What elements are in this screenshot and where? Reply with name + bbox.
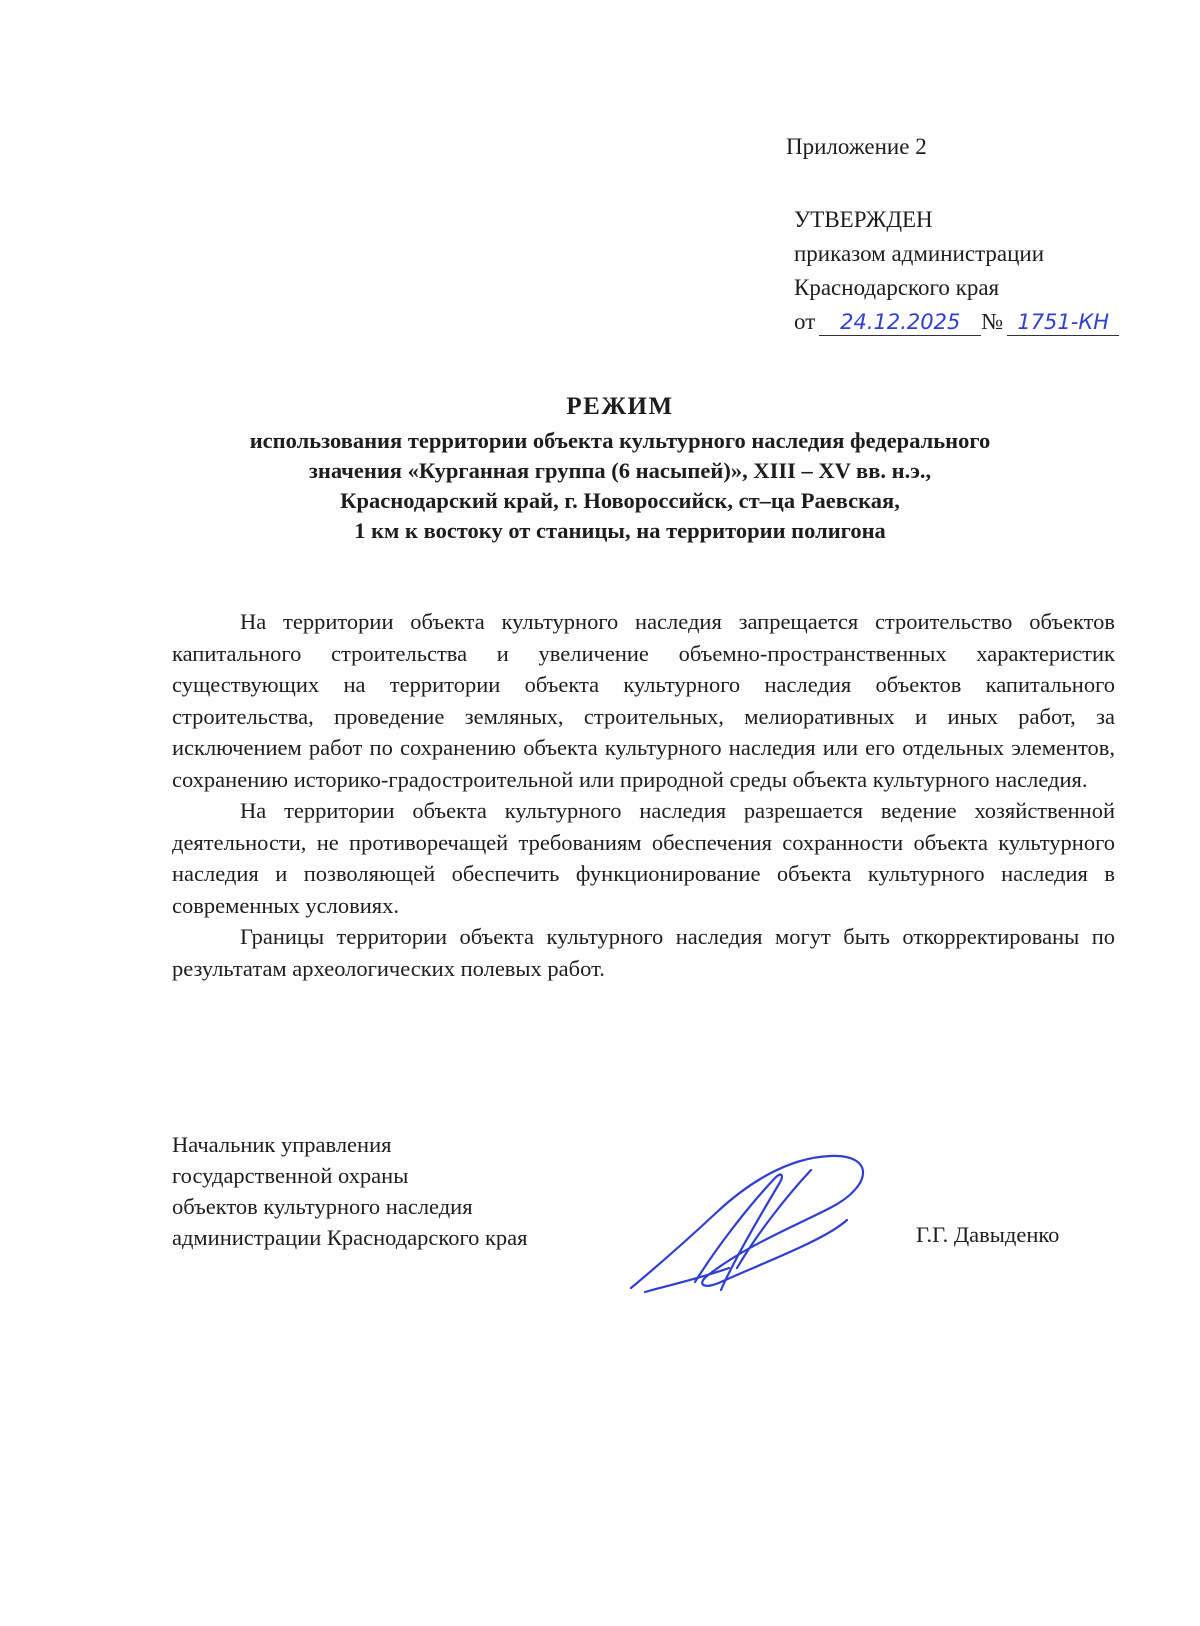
signer-position — [172, 1129, 528, 1253]
approval-line-1: УТВЕРЖДЕН — [794, 207, 933, 232]
document-body — [172, 606, 1115, 984]
appendix-label: Приложение 2 — [786, 134, 927, 159]
approval-date-row — [794, 305, 1119, 339]
approval-date: 24.12.2025 — [819, 309, 981, 336]
title-line: 1 км к востоку от станицы, на территории полигона — [354, 518, 886, 543]
title-line: использования территории объекта культурного наследия федерального — [249, 428, 991, 453]
signer-position-line: администрации Краснодарского края — [172, 1225, 528, 1250]
title-main: РЕЖИМ — [566, 393, 674, 420]
document-title — [160, 390, 1080, 546]
signer-position-line: Начальник управления — [172, 1132, 392, 1157]
title-subtitle — [160, 426, 1080, 546]
title-line: Краснодарский край, г. Новороссийск, ст–ца Раевская, — [340, 488, 900, 513]
body-paragraph: Границы территории объекта культурного наследия могут быть откорректированы по результатам археологических полевых работ. — [172, 924, 1115, 981]
body-paragraph: На территории объекта культурного наследия разрешается ведение хозяйственной деятельности, не противоречащей требованиям обеспечения сохранности объекта культурного наследия и позволяющей обеспечить функционирование объекта культурного наследия в современных условиях. — [172, 798, 1115, 918]
approval-line-3: Краснодарского края — [794, 275, 1000, 300]
title-line: значения «Курганная группа (6 насыпей)», XIII – XV вв. н.э., — [308, 458, 932, 483]
approval-line-2: приказом администрации — [794, 241, 1045, 266]
handwritten-signature — [625, 1150, 890, 1300]
signer-position-line: государственной охраны — [172, 1163, 409, 1188]
approval-stamp — [794, 203, 1119, 339]
approval-number: 1751-КН — [1007, 309, 1119, 336]
body-paragraph: На территории объекта культурного наследия запрещается строительство объектов капитального строительства и увеличение объемно-пространственных характеристик существующих на территории объекта культурного наследия объектов капитального строительства, проведение земляных, строительных, мелиоративных и иных работ, за исключением работ по сохранению объекта культурного наследия или его отдельных элементов, сохранению историко-градостроительной или природной среды объекта культурного наследия. — [172, 609, 1115, 792]
number-label: № — [981, 309, 1004, 334]
from-label: от — [794, 309, 816, 334]
signer-position-line: объектов культурного наследия — [172, 1194, 473, 1219]
signer-name: Г.Г. Давыденко — [916, 1222, 1060, 1247]
